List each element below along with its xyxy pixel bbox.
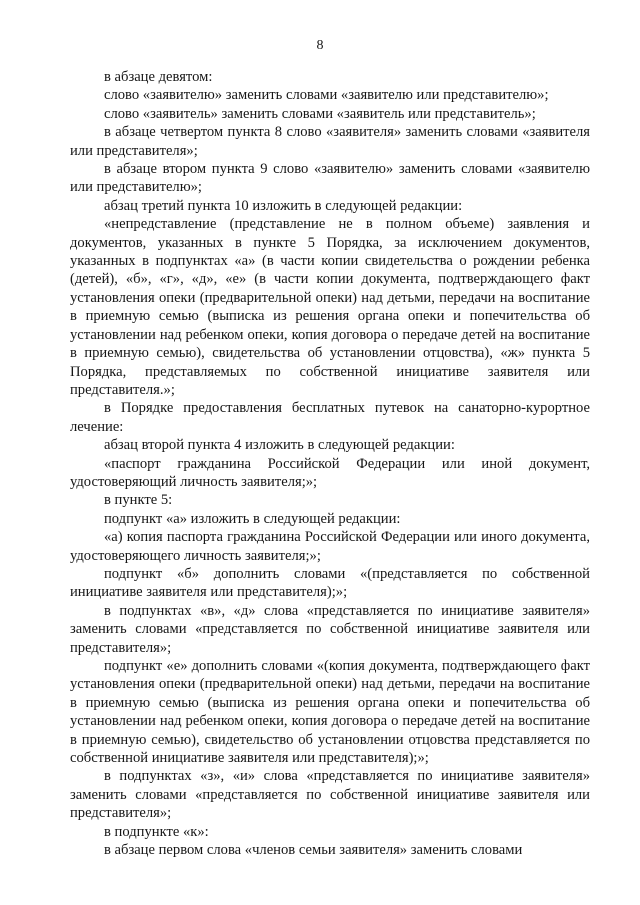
paragraph: в подпункте «к»: [104,823,209,840]
paragraph: в подпунктах «в», «д» слова «представляется по инициативе заявителя» заменить словами «представляется по собственной инициативе заявителя или представителя»; [70,602,590,656]
paragraph: в Порядке предоставления бесплатных путевок на санаторно-курортное лечение: [70,400,590,435]
paragraph: в абзаце девятом: [104,69,213,85]
paragraph: «паспорт гражданина Российской Федерации или иной документ, удостоверяющий личность заявителя;»; [70,455,590,490]
paragraph: слово «заявителю» заменить словами «заявителю или представителю»; [104,87,549,104]
paragraph: «а) копия паспорта гражданина Российской Федерации или иного документа, удостоверяющего личность заявителя;»; [70,529,590,564]
paragraph: в абзаце четвертом пункта 8 слово «заявителя» заменить словами «заявителя или представителя»; [70,124,590,159]
paragraph: подпункт «б» дополнить словами «(представляется по собственной инициативе заявителя или представителя);»; [70,565,590,601]
page-number: 8 [316,38,324,53]
paragraph: в пункте 5: [104,492,173,509]
paragraph: абзац третий пункта 10 изложить в следующей редакции: [104,197,463,214]
paragraph: слово «заявитель» заменить словами «заявитель или представитель»; [104,105,536,122]
paragraph: в подпунктах «з», «и» слова «представляется по инициативе заявителя» заменить словами «представляется по собственной инициативе заявителя или представителя»; [70,768,590,822]
paragraph: «непредставление (представление не в полном объеме) заявления и документов, указанных в пункте 5 Порядка, за исключением документов, указанных в подпунктах «а» (в части копии свидетельства о рождении ребенка (детей), «б», «г», «д», «е» (в части копии документа, подтверждающего факт установления опеки (предварительной опеки) над детьми, передачи на воспитание в приемную семью (выписка из решения органа опеки и попечительства об установлении над ребенком опеки, копия договора о передаче детей на воспитание в приемную семью), свидетельства об установлении отцовства), «ж» пункта 5 Порядка, представляемых по собственной инициативе заявителя или представителя.»; [70,216,590,398]
paragraph: подпункт «а» изложить в следующей редакции: [104,510,401,527]
paragraph: абзац второй пункта 4 изложить в следующей редакции: [104,437,455,454]
paragraph: подпункт «е» дополнить словами «(копия документа, подтверждающего факт установления опеки (предварительной опеки) над детьми, передачи на воспитание в приемную семью (выписка из решения органа опеки и попечительства об установлении над ребенком опеки, копия договора о передаче детей на воспитание в приемную семью), свидетельство об установлении отцовства представляется по собственной инициативе заявителя или представителя);»; [70,658,590,767]
document-body [70,68,590,859]
paragraph: в абзаце первом слова «членов семьи заявителя» заменить словами [104,842,523,859]
paragraph: в абзаце втором пункта 9 слово «заявителю» заменить словами «заявителю или представителю»; [70,161,590,196]
